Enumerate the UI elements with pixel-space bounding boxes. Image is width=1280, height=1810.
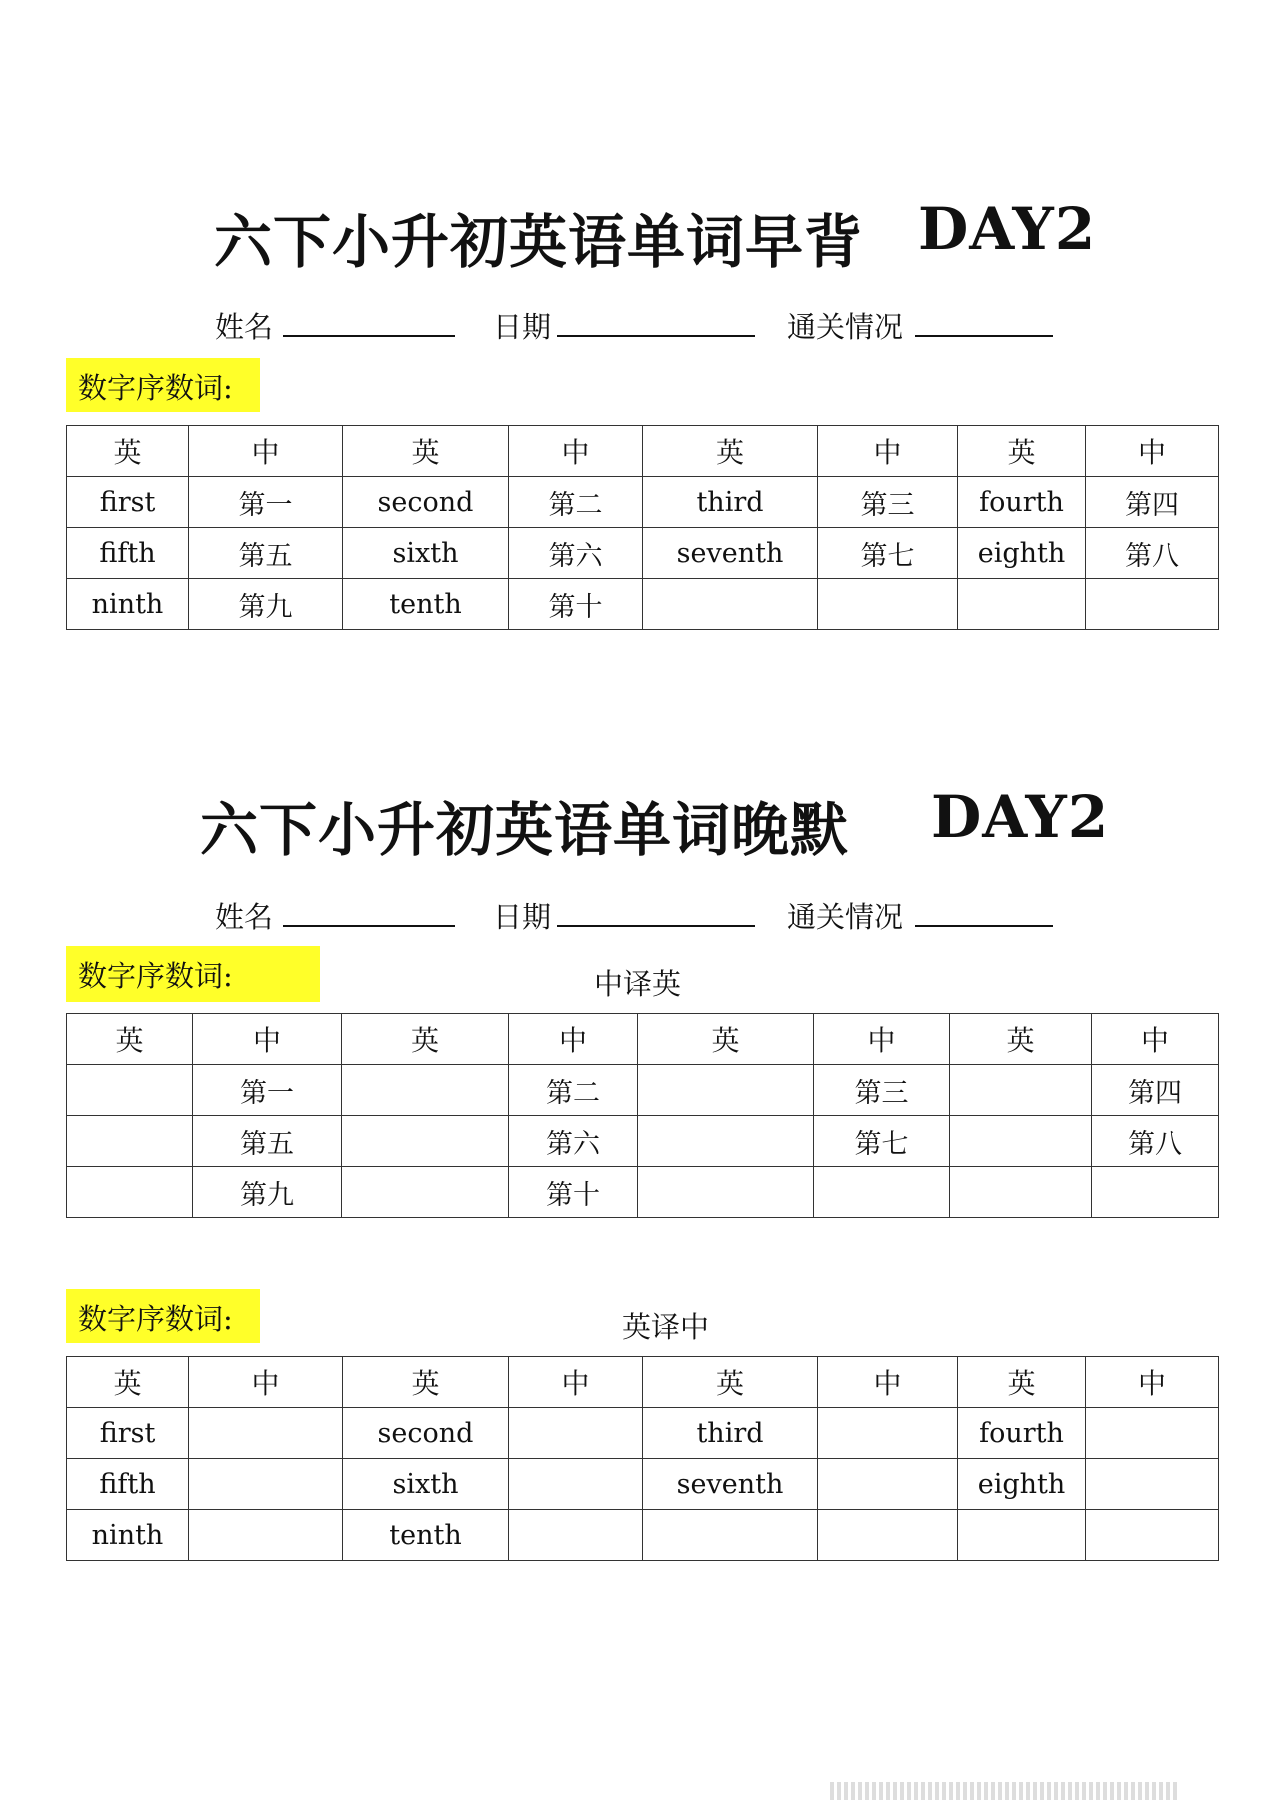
watermark-stripe [970, 1782, 974, 1800]
english-word-cell[interactable] [67, 1116, 193, 1167]
table-row [67, 1459, 1219, 1510]
english-word-cell: eighth [958, 1459, 1086, 1510]
section-subtitle: 英译中 [622, 1310, 710, 1344]
chinese-word-cell: 第十 [509, 1167, 638, 1218]
english-word-cell[interactable] [958, 1510, 1086, 1561]
table-header-row [67, 426, 1219, 477]
chinese-word-cell: 第三 [814, 1065, 950, 1116]
watermark-stripe [1033, 1782, 1037, 1800]
category-highlight: 数字序数词: [66, 946, 320, 1002]
chinese-word-cell: 第五 [193, 1116, 342, 1167]
chinese-word-cell: 第十 [509, 579, 643, 630]
chinese-word-cell[interactable] [1092, 1167, 1219, 1218]
english-word-cell: first [67, 1408, 189, 1459]
watermark-stripe [1012, 1782, 1016, 1800]
watermark-stripe [991, 1782, 995, 1800]
name-label: 姓名 [215, 310, 274, 344]
date-label: 日期 [493, 900, 552, 934]
morning-title-day: DAY2 [918, 195, 1097, 263]
header-cell: 英 [343, 1357, 509, 1408]
table-row [67, 1167, 1219, 1218]
date-blank[interactable] [557, 305, 755, 337]
english-word-cell: ninth [67, 1510, 189, 1561]
name-blank[interactable] [283, 895, 455, 927]
header-cell: 中 [509, 426, 643, 477]
english-word-cell: fifth [67, 528, 189, 579]
watermark-stripe [886, 1782, 890, 1800]
status-label: 通关情况 [787, 900, 904, 934]
section-subtitle: 中译英 [594, 967, 682, 1001]
watermark-stripe [1089, 1782, 1093, 1800]
watermark-stripe [1173, 1782, 1177, 1800]
header-cell: 中 [1092, 1014, 1219, 1065]
chinese-word-cell[interactable] [189, 1459, 343, 1510]
watermark-stripe [1096, 1782, 1100, 1800]
watermark-stripe [1005, 1782, 1009, 1800]
watermark-bar [830, 1782, 1260, 1800]
chinese-word-cell: 第九 [189, 579, 343, 630]
table-row [67, 477, 1219, 528]
header-cell: 英 [67, 1014, 193, 1065]
watermark-stripe [893, 1782, 897, 1800]
watermark-stripe [977, 1782, 981, 1800]
english-word-cell[interactable] [950, 1116, 1092, 1167]
en-to-cn-table [66, 1356, 1219, 1561]
header-cell: 英 [958, 426, 1086, 477]
watermark-stripe [858, 1782, 862, 1800]
header-cell: 英 [643, 426, 818, 477]
english-word-cell: eighth [958, 528, 1086, 579]
watermark-stripe [1082, 1782, 1086, 1800]
watermark-stripe [914, 1782, 918, 1800]
header-cell: 中 [193, 1014, 342, 1065]
table-row [67, 1065, 1219, 1116]
english-word-cell: fourth [958, 1408, 1086, 1459]
chinese-word-cell[interactable] [1086, 1459, 1219, 1510]
chinese-word-cell[interactable] [818, 1510, 958, 1561]
watermark-stripe [1110, 1782, 1114, 1800]
english-word-cell [643, 579, 818, 630]
header-cell: 中 [509, 1014, 638, 1065]
chinese-word-cell[interactable] [509, 1408, 643, 1459]
morning-title-text: 六下小升初英语单词早背 [214, 208, 864, 276]
date-blank[interactable] [557, 895, 755, 927]
table-row [67, 528, 1219, 579]
english-word-cell[interactable] [342, 1065, 509, 1116]
category-highlight: 数字序数词: [66, 1289, 260, 1343]
chinese-word-cell: 第二 [509, 1065, 638, 1116]
watermark-stripe [830, 1782, 834, 1800]
english-word-cell: second [343, 477, 509, 528]
chinese-word-cell: 第五 [189, 528, 343, 579]
chinese-word-cell: 第四 [1092, 1065, 1219, 1116]
header-cell: 英 [343, 426, 509, 477]
watermark-stripe [907, 1782, 911, 1800]
chinese-word-cell: 第一 [193, 1065, 342, 1116]
watermark-stripe [942, 1782, 946, 1800]
watermark-stripe [956, 1782, 960, 1800]
english-word-cell[interactable] [643, 1510, 818, 1561]
chinese-word-cell: 第七 [814, 1116, 950, 1167]
table-row [67, 1116, 1219, 1167]
watermark-stripe [1159, 1782, 1163, 1800]
chinese-word-cell [1086, 579, 1219, 630]
english-word-cell: second [343, 1408, 509, 1459]
date-label: 日期 [493, 310, 552, 344]
watermark-stripe [1145, 1782, 1149, 1800]
header-cell: 中 [1086, 426, 1219, 477]
english-word-cell[interactable] [950, 1167, 1092, 1218]
chinese-word-cell[interactable] [189, 1510, 343, 1561]
header-cell: 中 [818, 1357, 958, 1408]
status-label: 通关情况 [787, 310, 904, 344]
status-blank[interactable] [915, 305, 1053, 337]
header-cell: 英 [67, 426, 189, 477]
watermark-stripe [1103, 1782, 1107, 1800]
watermark-stripe [1019, 1782, 1023, 1800]
chinese-word-cell: 第七 [818, 528, 958, 579]
watermark-stripe [1075, 1782, 1079, 1800]
chinese-word-cell[interactable] [1086, 1408, 1219, 1459]
table-header-row [67, 1357, 1219, 1408]
watermark-stripe [1131, 1782, 1135, 1800]
header-cell: 英 [643, 1357, 818, 1408]
watermark-stripe [900, 1782, 904, 1800]
watermark-stripe [935, 1782, 939, 1800]
chinese-word-cell[interactable] [1086, 1510, 1219, 1561]
watermark-stripe [865, 1782, 869, 1800]
english-word-cell[interactable] [67, 1065, 193, 1116]
header-cell: 中 [814, 1014, 950, 1065]
chinese-word-cell: 第六 [509, 528, 643, 579]
watermark-stripe [963, 1782, 967, 1800]
watermark-stripe [998, 1782, 1002, 1800]
evening-title-day: DAY2 [931, 783, 1110, 851]
english-word-cell[interactable] [638, 1167, 814, 1218]
watermark-stripe [1138, 1782, 1142, 1800]
watermark-stripe [1166, 1782, 1170, 1800]
watermark-stripe [921, 1782, 925, 1800]
english-word-cell: fourth [958, 477, 1086, 528]
english-word-cell[interactable] [638, 1065, 814, 1116]
watermark-stripe [1026, 1782, 1030, 1800]
header-cell: 英 [638, 1014, 814, 1065]
english-word-cell [958, 579, 1086, 630]
watermark-stripe [844, 1782, 848, 1800]
watermark-stripe [1040, 1782, 1044, 1800]
table-row [67, 1510, 1219, 1561]
watermark-stripe [1117, 1782, 1121, 1800]
watermark-stripe [851, 1782, 855, 1800]
english-word-cell: fifth [67, 1459, 189, 1510]
watermark-stripe [872, 1782, 876, 1800]
cn-to-en-table [66, 1013, 1219, 1218]
english-word-cell: seventh [643, 1459, 818, 1510]
english-word-cell[interactable] [342, 1116, 509, 1167]
english-word-cell[interactable] [950, 1065, 1092, 1116]
chinese-word-cell: 第八 [1092, 1116, 1219, 1167]
table-header-row [67, 1014, 1219, 1065]
english-word-cell: sixth [343, 528, 509, 579]
header-cell: 英 [67, 1357, 189, 1408]
watermark-stripe [1047, 1782, 1051, 1800]
header-cell: 中 [509, 1357, 643, 1408]
english-word-cell: sixth [343, 1459, 509, 1510]
header-cell: 中 [1086, 1357, 1219, 1408]
chinese-word-cell: 第二 [509, 477, 643, 528]
table-row [67, 579, 1219, 630]
header-cell: 中 [189, 426, 343, 477]
english-word-cell: ninth [67, 579, 189, 630]
watermark-stripe [879, 1782, 883, 1800]
watermark-stripe [928, 1782, 932, 1800]
english-word-cell: third [643, 1408, 818, 1459]
chinese-word-cell: 第四 [1086, 477, 1219, 528]
header-cell: 中 [818, 426, 958, 477]
watermark-stripe [1068, 1782, 1072, 1800]
chinese-word-cell[interactable] [818, 1408, 958, 1459]
watermark-stripe [837, 1782, 841, 1800]
english-word-cell: seventh [643, 528, 818, 579]
english-word-cell: tenth [343, 579, 509, 630]
english-word-cell[interactable] [67, 1167, 193, 1218]
watermark-stripe [984, 1782, 988, 1800]
chinese-word-cell: 第三 [818, 477, 958, 528]
header-cell: 英 [950, 1014, 1092, 1065]
name-label: 姓名 [215, 900, 274, 934]
header-cell: 中 [189, 1357, 343, 1408]
english-word-cell[interactable] [342, 1167, 509, 1218]
chinese-word-cell[interactable] [818, 1459, 958, 1510]
name-blank[interactable] [283, 305, 455, 337]
header-cell: 英 [958, 1357, 1086, 1408]
watermark-stripe [949, 1782, 953, 1800]
chinese-word-cell[interactable] [814, 1167, 950, 1218]
header-cell: 英 [342, 1014, 509, 1065]
chinese-word-cell[interactable] [189, 1408, 343, 1459]
english-word-cell: first [67, 477, 189, 528]
table-row [67, 1408, 1219, 1459]
chinese-word-cell: 第六 [509, 1116, 638, 1167]
english-word-cell[interactable] [638, 1116, 814, 1167]
status-blank[interactable] [915, 895, 1053, 927]
english-word-cell: tenth [343, 1510, 509, 1561]
chinese-word-cell[interactable] [509, 1510, 643, 1561]
chinese-word-cell: 第八 [1086, 528, 1219, 579]
english-word-cell: third [643, 477, 818, 528]
watermark-stripe [1061, 1782, 1065, 1800]
watermark-stripe [1054, 1782, 1058, 1800]
chinese-word-cell [818, 579, 958, 630]
watermark-stripe [1152, 1782, 1156, 1800]
morning-vocab-table [66, 425, 1219, 630]
category-highlight: 数字序数词: [66, 358, 260, 412]
chinese-word-cell: 第九 [193, 1167, 342, 1218]
chinese-word-cell[interactable] [509, 1459, 643, 1510]
chinese-word-cell: 第一 [189, 477, 343, 528]
watermark-stripe [1124, 1782, 1128, 1800]
evening-title-text: 六下小升初英语单词晚默 [200, 796, 850, 864]
